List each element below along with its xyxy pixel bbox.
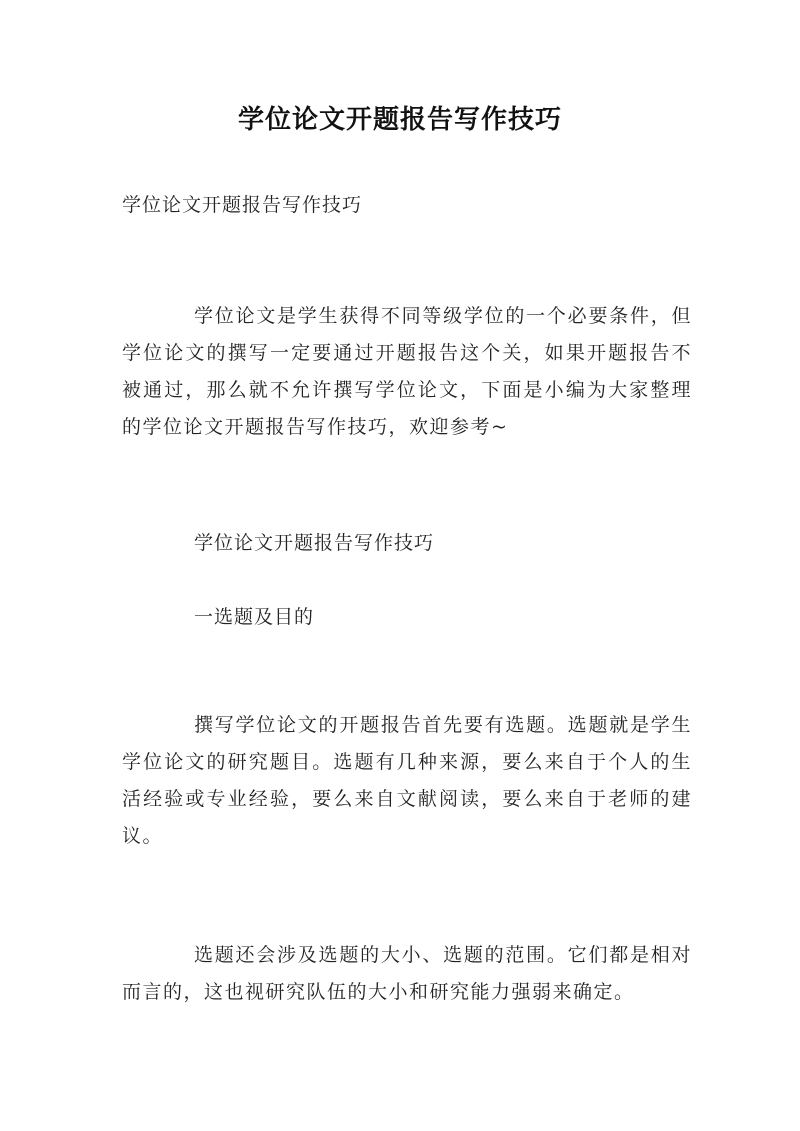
intro-paragraph: 学位论文是学生获得不同等级学位的一个必要条件，但学位论文的撰写一定要通过开题报告这个关，如果开题报告不被通过，那么就不允许撰写学位论文，下面是小编为大家整理的学位论文开题报告写作技巧，欢迎参考~	[122, 305, 692, 438]
body-paragraph-2: 选题还会涉及选题的大小、选题的范围。它们都是相对而言的，这也视研究队伍的大小和研究能力强弱来确定。	[122, 944, 692, 1003]
subsection-heading: 一选题及目的	[194, 606, 315, 628]
body-paragraph-1: 撰写学位论文的开题报告首先要有选题。选题就是学生学位论文的研究题目。选题有几种来源，要么来自于个人的生活经验或专业经验，要么来自文献阅读，要么来自于老师的建议。	[122, 714, 692, 847]
document-title: 学位论文开题报告写作技巧	[237, 105, 562, 135]
document-subtitle: 学位论文开题报告写作技巧	[122, 194, 363, 216]
section-heading: 学位论文开题报告写作技巧	[194, 532, 435, 554]
